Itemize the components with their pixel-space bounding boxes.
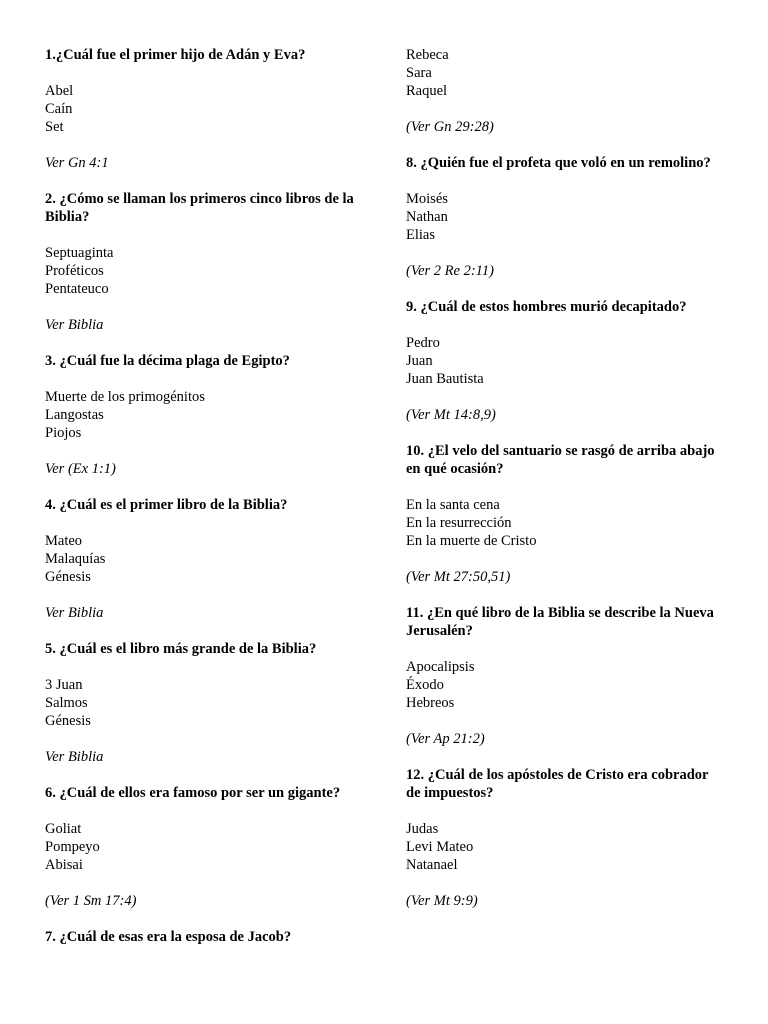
answer-option: Juan Bautista (406, 371, 484, 387)
left-column (45, 46, 365, 964)
bible-reference: (Ver Mt 27:50,51) (406, 569, 511, 585)
answer-option: 3 Juan (45, 677, 83, 693)
bible-reference: Ver (Ex 1:1) (45, 461, 116, 477)
answer-option: Nathan (406, 209, 448, 225)
answer-option: Levi Mateo (406, 839, 474, 855)
question-text: 11. ¿En qué libro de la Biblia se describe la Nueva Jerusalén? (406, 605, 714, 639)
answer-options (406, 820, 726, 874)
bible-reference: Ver Gn 4:1 (45, 155, 109, 171)
answer-option: Abisai (45, 857, 83, 873)
answer-options (406, 334, 726, 388)
right-column (406, 46, 726, 928)
answer-option: Juan (406, 353, 433, 369)
question-text: 10. ¿El velo del santuario se rasgó de arriba abajo en qué ocasión? (406, 443, 715, 477)
bible-reference: Ver Biblia (45, 605, 104, 621)
answer-option: Malaquías (45, 551, 106, 567)
answer-option: Pedro (406, 335, 440, 351)
answer-option: Septuaginta (45, 245, 114, 261)
question-text: 2. ¿Cómo se llaman los primeros cinco libros de la Biblia? (45, 191, 354, 225)
answer-option: Rebeca (406, 47, 449, 63)
question-text: 5. ¿Cuál es el libro más grande de la Biblia? (45, 641, 317, 657)
answer-option: Salmos (45, 695, 88, 711)
answer-option: Mateo (45, 533, 83, 549)
question-text: 12. ¿Cuál de los apóstoles de Cristo era cobrador de impuestos? (406, 767, 709, 801)
question-text: 9. ¿Cuál de estos hombres murió decapitado? (406, 299, 687, 315)
answer-options (406, 658, 726, 712)
answer-option: Elias (406, 227, 435, 243)
answer-options (45, 820, 365, 874)
question-text: 4. ¿Cuál es el primer libro de la Biblia? (45, 497, 288, 513)
answer-options (45, 82, 365, 136)
bible-reference: (Ver Ap 21:2) (406, 731, 485, 747)
answer-options (45, 532, 365, 586)
answer-options (45, 676, 365, 730)
answer-option: Goliat (45, 821, 82, 837)
question-text: 3. ¿Cuál fue la décima plaga de Egipto? (45, 353, 290, 369)
bible-reference: (Ver 2 Re 2:11) (406, 263, 494, 279)
answer-option: Piojos (45, 425, 82, 441)
bible-reference: (Ver Mt 14:8,9) (406, 407, 496, 423)
answer-option: Abel (45, 83, 74, 99)
answer-option: En la muerte de Cristo (406, 533, 537, 549)
question-text: 1.¿Cuál fue el primer hijo de Adán y Eva? (45, 47, 306, 63)
answer-options (45, 388, 365, 442)
answer-option: Pompeyo (45, 839, 100, 855)
answer-option: Moisés (406, 191, 448, 207)
answer-option: Génesis (45, 713, 91, 729)
answer-option: Proféticos (45, 263, 104, 279)
answer-option: En la santa cena (406, 497, 500, 513)
answer-option: Éxodo (406, 677, 444, 693)
answer-options (406, 190, 726, 244)
answer-option: Pentateuco (45, 281, 109, 297)
question-text: 6. ¿Cuál de ellos era famoso por ser un gigante? (45, 785, 341, 801)
answer-options (406, 46, 726, 100)
bible-reference: Ver Biblia (45, 317, 104, 333)
answer-option: Apocalipsis (406, 659, 475, 675)
answer-option: Hebreos (406, 695, 455, 711)
bible-reference: (Ver Gn 29:28) (406, 119, 494, 135)
answer-option: Génesis (45, 569, 91, 585)
answer-options (45, 244, 365, 298)
question-text: 8. ¿Quién fue el profeta que voló en un remolino? (406, 155, 711, 171)
answer-options (406, 496, 726, 550)
answer-option: Set (45, 119, 64, 135)
answer-option: Caín (45, 101, 73, 117)
answer-option: Judas (406, 821, 439, 837)
question-text: 7. ¿Cuál de esas era la esposa de Jacob? (45, 929, 292, 945)
answer-option: Raquel (406, 83, 448, 99)
bible-reference: (Ver Mt 9:9) (406, 893, 478, 909)
answer-option: Muerte de los primogénitos (45, 389, 205, 405)
answer-option: Langostas (45, 407, 104, 423)
answer-option: Natanael (406, 857, 458, 873)
bible-reference: (Ver 1 Sm 17:4) (45, 893, 137, 909)
bible-reference: Ver Biblia (45, 749, 104, 765)
answer-option: En la resurrección (406, 515, 512, 531)
answer-option: Sara (406, 65, 432, 81)
